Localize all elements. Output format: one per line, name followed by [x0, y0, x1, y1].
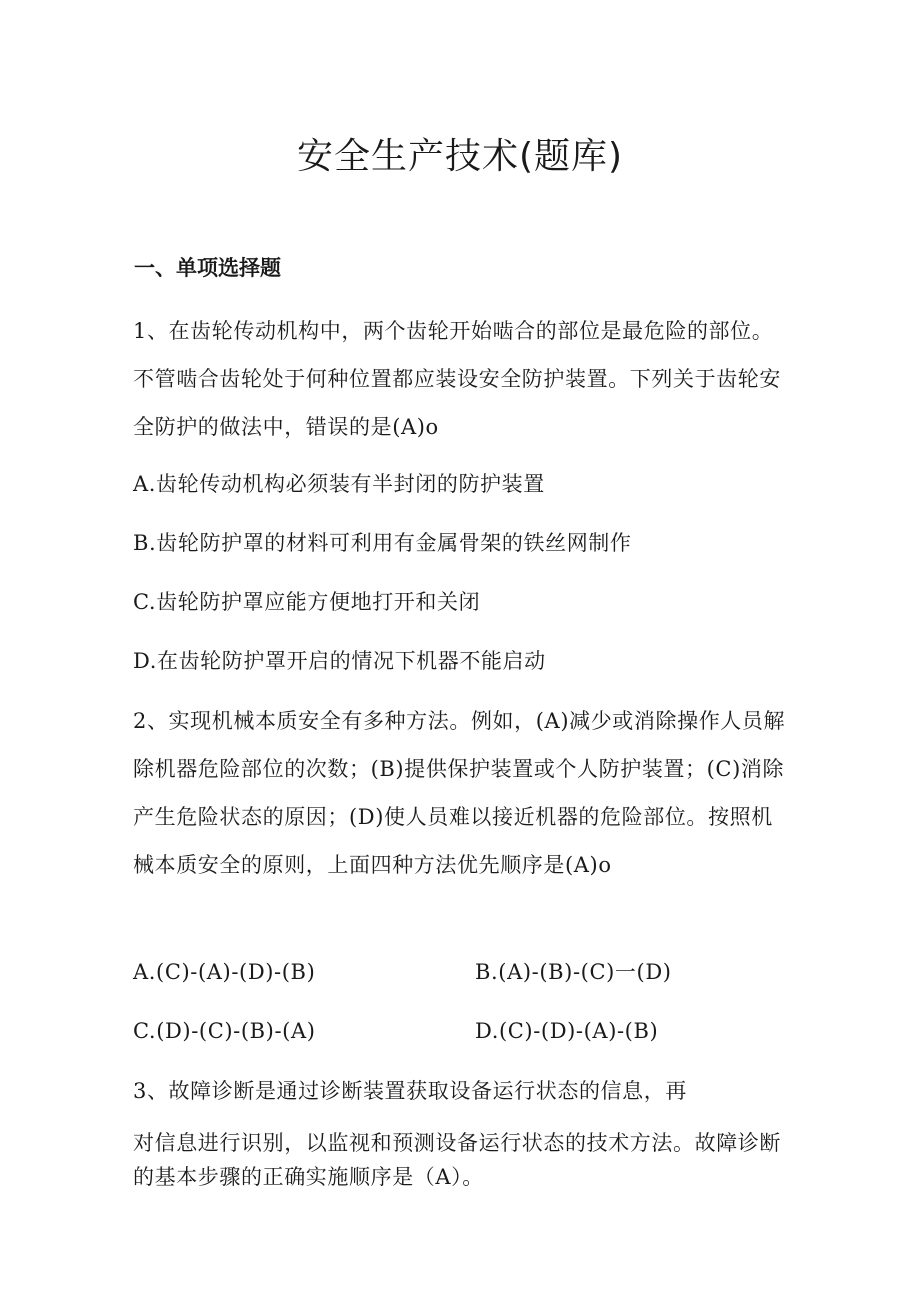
question-2-option-a: A.(C)-(A)-(D)-(B) — [133, 960, 316, 984]
question-3-stem-line1: 3、故障诊断是通过诊断装置获取设备运行状态的信息，再 — [133, 1079, 687, 1103]
question-1-option-a: A.齿轮传动机构必须装有半封闭的防护装置 — [133, 472, 545, 496]
document-title: 安全生产技术(题库) — [296, 136, 624, 177]
question-1-option-d: D.在齿轮防护罩开启的情况下机器不能启动 — [133, 649, 546, 673]
question-2-option-c: C.(D)-(C)-(B)-(A) — [133, 1019, 316, 1043]
question-3-stem-rest: 对信息进行识别，以监视和预测设备运行状态的技术方法。故障诊断的基本步骤的正确实施顺序是（A）。 — [133, 1131, 781, 1189]
question-1-option-c: C.齿轮防护罩应能方便地打开和关闭 — [133, 590, 481, 614]
question-2-stem: 2、实现机械本质安全有多种方法。例如，(A)减少或消除操作人员解除机器危险部位的次数；(B)提供保护装置或个人防护装置；(C)消除产生危险状态的原因；(D)使人员难以接近机器的危险部位。按照机械本质安全的原则，上面四种方法优先顺序是(A)o — [133, 709, 786, 877]
question-2-option-b: B.(A)-(B)-(C)一(D) — [475, 960, 672, 984]
question-2-option-d: D.(C)-(D)-(A)-(B) — [475, 1019, 659, 1043]
question-1-option-b: B.齿轮防护罩的材料可利用有金属骨架的铁丝网制作 — [133, 531, 632, 555]
section-heading: 一、单项选择题 — [134, 256, 281, 280]
question-1-stem: 1、在齿轮传动机构中，两个齿轮开始啮合的部位是最危险的部位。不管啮合齿轮处于何种位置都应装设安全防护装置。下列关于齿轮安全防护的做法中，错误的是(A)o — [133, 319, 781, 439]
